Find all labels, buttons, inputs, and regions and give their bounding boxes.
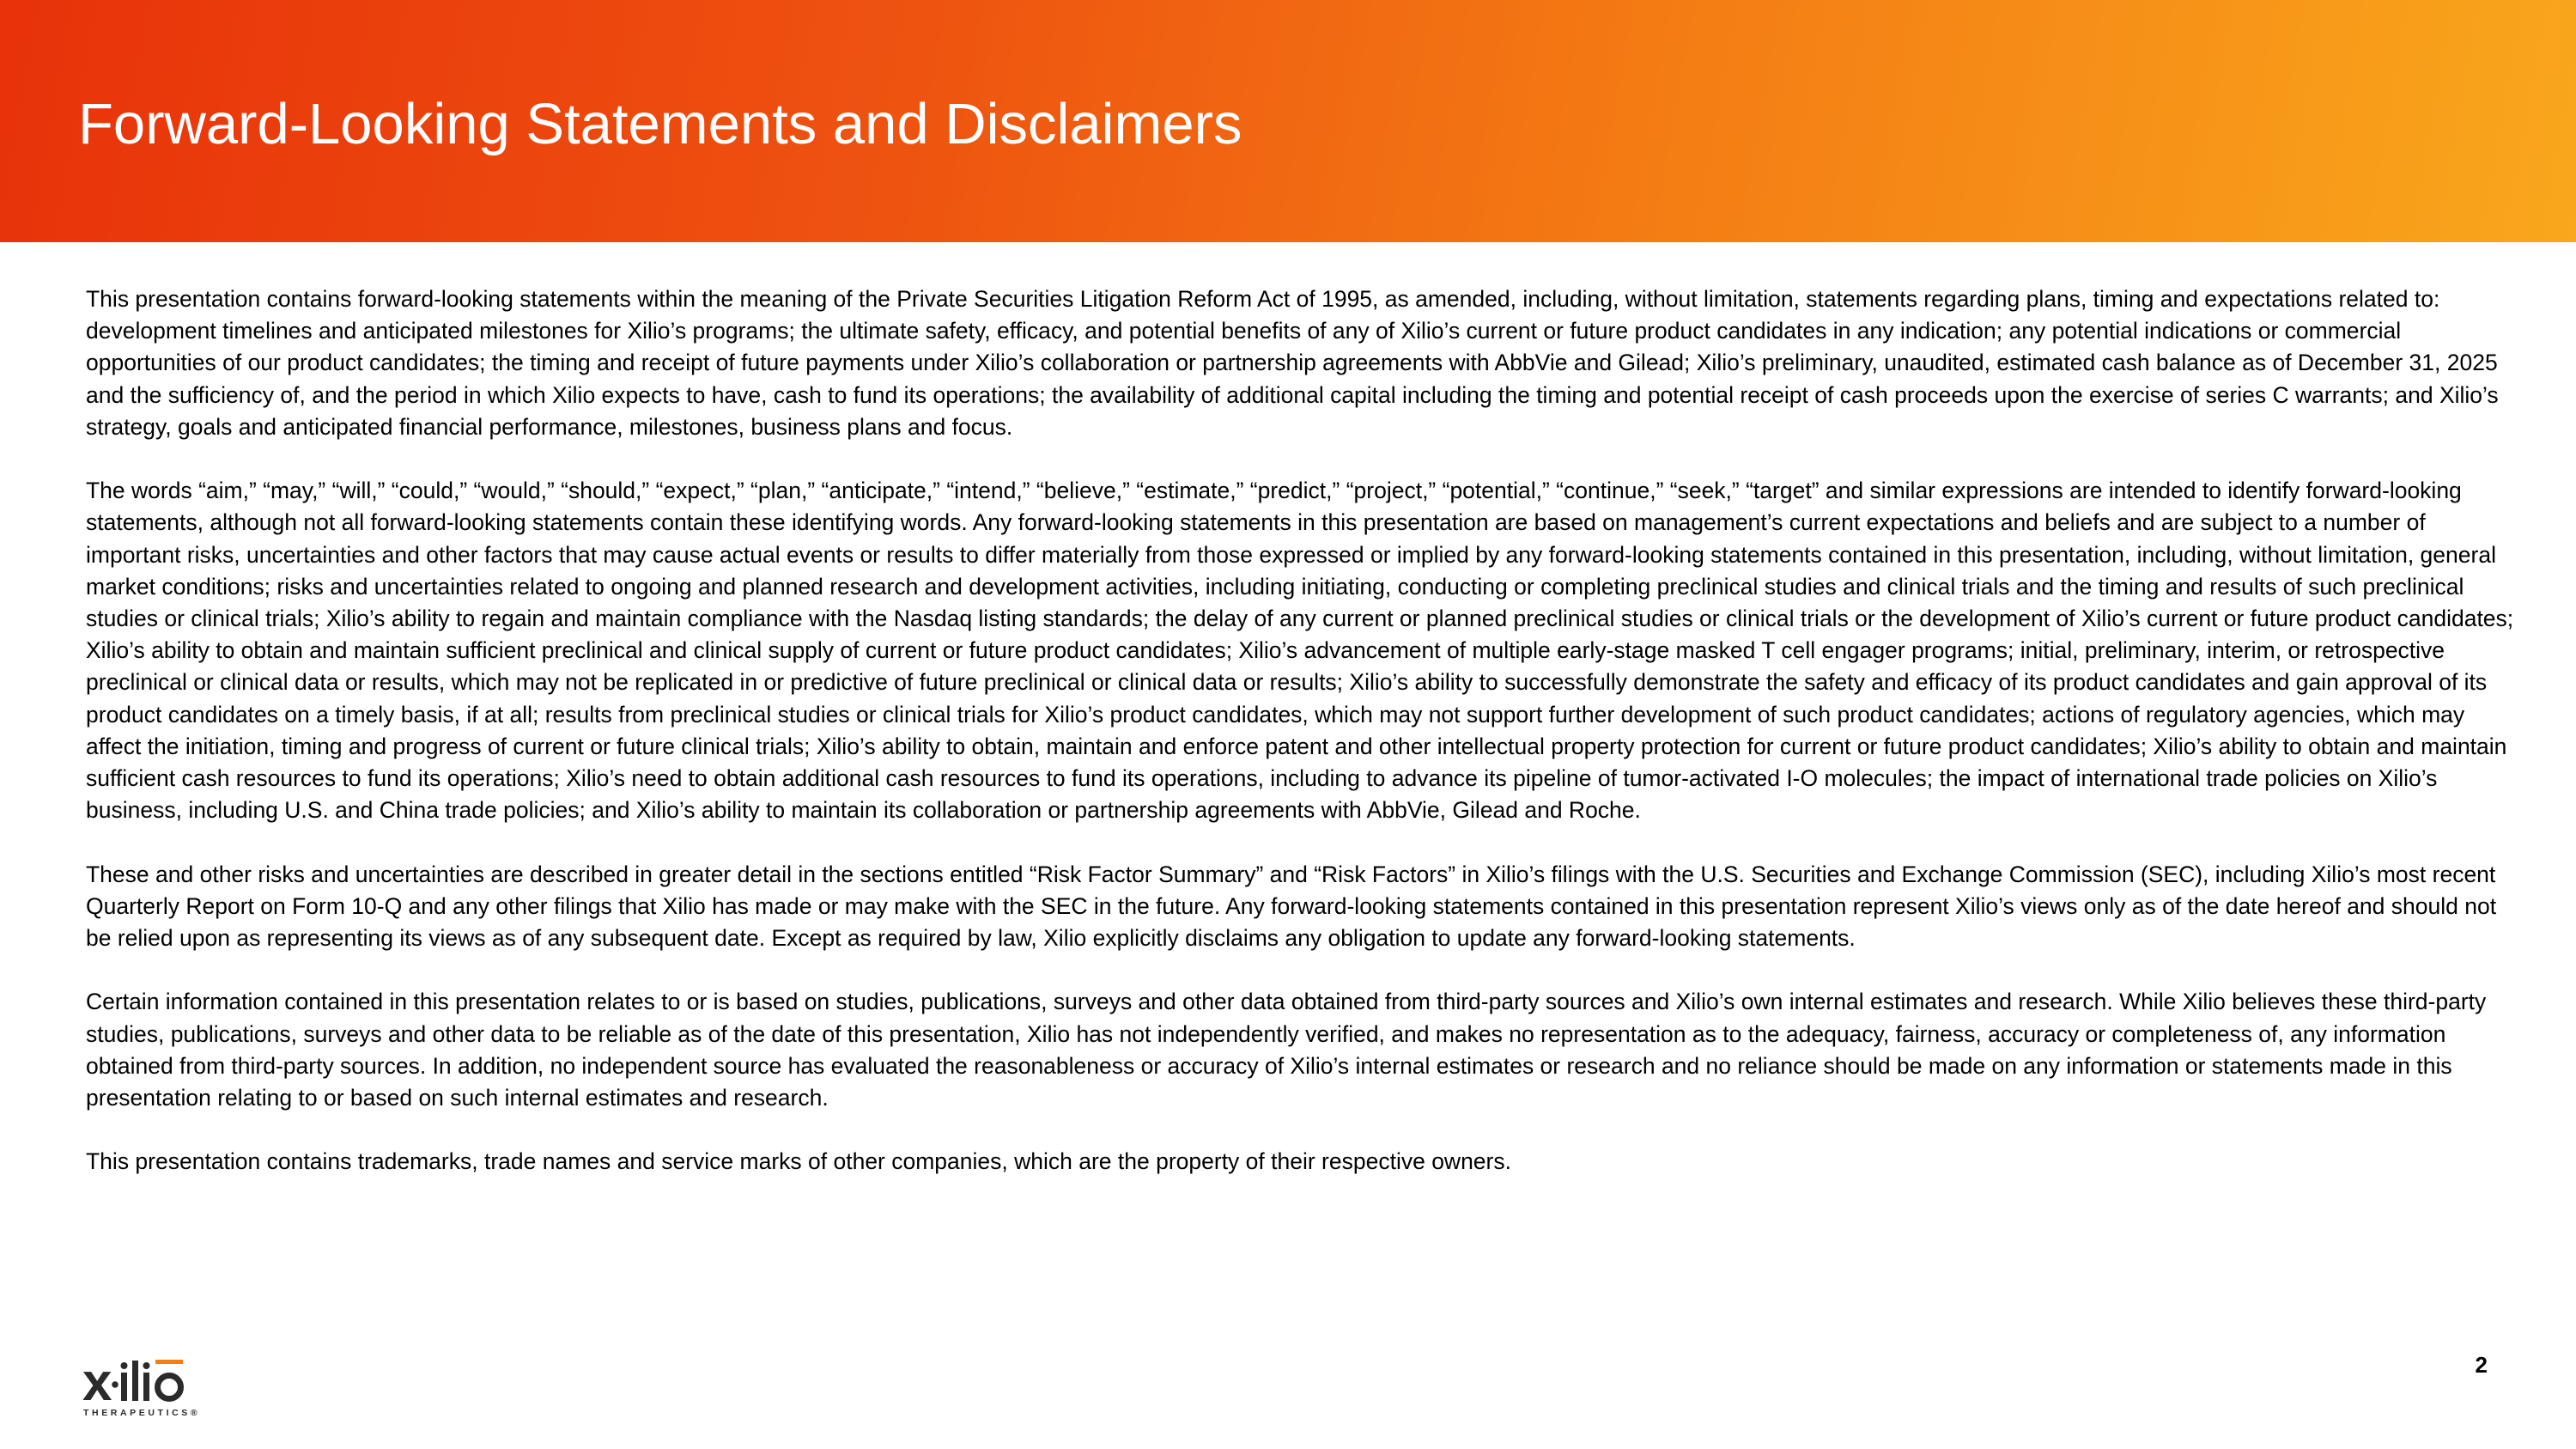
paragraph-third-party-data: Certain information contained in this presentation relates to or is based on studies, publications, surveys and other data obtained from third-party sources and Xilio’s own internal estimates and research. While Xilio believes these third-party studies, publications, surveys and other data to be reliable as of the date of this presentation, Xilio has not independently verified, and makes no representation as to the adequacy, fairness, accuracy or completeness of, any information obtained from third-party sources. In addition, no independent source has evaluated the reasonableness or accuracy of Xilio’s internal estimates or research and no reliance should be made on any information or statements made in this presentation relating to or based on such internal estimates and research.	[86, 989, 2487, 1111]
paragraph-risk-words: The words “aim,” “may,” “will,” “could,” “would,” “should,” “expect,” “plan,” “anticipate,” “intend,” “believe,” “estimate,” “predict,” “project,” “potential,” “continue,” “seek,” “target” and similar expressions are intended to identify forward-looking statements, although not all forward-looking statements contain these identifying words. Any forward-looking statements in this presentation are based on management’s current expectations and beliefs and are subject to a number of important risks, uncertainties and other factors that may cause actual events or results to differ materially from those expressed or implied by any forward-looking statements contained in this presentation, including, without limitation, general market conditions; risks and uncertainties related to ongoing and planned research and development activities, including initiating, conducting or completing preclinical studies and clinical trials and the timing and results of such preclinical studies or clinical trials; Xilio’s ability to regain and maintain compliance with the Nasdaq listing standards; the delay of any current or planned preclinical studies or clinical trials or the development of Xilio’s current or future product candidates; Xilio’s ability to obtain and maintain sufficient preclinical and clinical supply of current or future product candidates; Xilio’s advancement of multiple early-stage masked T cell engager programs; initial, preliminary, interim, or retrospective preclinical or clinical data or results, which may not be replicated in or predictive of future preclinical or clinical data or results; Xilio’s ability to successfully demonstrate the safety and efficacy of its product candidates and gain approval of its product candidates on a timely basis, if at all; results from preclinical studies or clinical trials for Xilio’s product candidates, which may not support further development of such product candidates; actions of regulatory agencies, which may affect the initiation, timing and progress of current or future clinical trials; Xilio’s ability to obtain, maintain and enforce patent and other intellectual property protection for current or future product candidates; Xilio’s ability to obtain and maintain sufficient cash resources to fund its operations; Xilio’s need to obtain additional cash resources to fund its operations, including to advance its pipeline of tumor-activated I-O molecules; the impact of international trade policies on Xilio’s business, including U.S. and China trade policies; and Xilio’s ability to maintain its collaboration or partnership agreements with AbbVie, Gilead and Roche.	[86, 478, 2514, 824]
logo-x: x	[82, 1357, 112, 1412]
page-number: 2	[2475, 1352, 2488, 1378]
logo-i1	[121, 1373, 127, 1401]
logo-accent-bar	[155, 1360, 183, 1364]
paragraph-sec-filings: These and other risks and uncertainties are described in greater detail in the sections entitled “Risk Factor Summary” and “Risk Factors” in Xilio’s filings with the U.S. Securities and Exchange Commission (SEC), including Xilio’s most recent Quarterly Report on Form 10-Q and any other filings that Xilio has made or may make with the SEC in the future. Any forward-looking statements contained in this presentation represent Xilio’s views only as of the date hereof and should not be relied upon as representing its views as of any subsequent date. Except as required by law, Xilio explicitly disclaims any obligation to update any forward-looking statements.	[86, 861, 2497, 952]
logo-tagline: THERAPEUTICS®	[83, 1408, 201, 1418]
logo-o	[158, 1376, 181, 1399]
header-banner	[0, 0, 2576, 242]
logo-i2-dot	[143, 1362, 150, 1369]
logo-l	[132, 1361, 138, 1401]
paragraph-forward-looking: This presentation contains forward-looking statements within the meaning of the Private Securities Litigation Reform Act of 1995, as amended, including, without limitation, statements regarding plans, timing and expectations related to: development timelines and anticipated milestones for Xilio’s programs; the ultimate safety, efficacy, and potential benefits of any of Xilio’s current or future product candidates in any indication; any potential indications or commercial opportunities of our product candidates; the timing and receipt of future payments under Xilio’s collaboration or partnership agreements with AbbVie and Gilead; Xilio’s preliminary, unaudited, estimated cash balance as of December 31, 2025 and the sufficiency of, and the period in which Xilio expects to have, cash to fund its operations; the availability of additional capital including the timing and potential receipt of cash proceeds upon the exercise of series C warrants; and Xilio’s strategy, goals and anticipated financial performance, milestones, business plans and focus.	[86, 286, 2499, 440]
disclaimer-body	[86, 283, 2516, 1210]
xilio-logo-graphic	[82, 1357, 203, 1419]
logo-i2	[143, 1373, 149, 1401]
xilio-logo	[82, 1357, 203, 1419]
slide-title: Forward-Looking Statements and Disclaimers	[78, 92, 1242, 156]
paragraph-trademarks: This presentation contains trademarks, trade names and service marks of other companies, which are the property of their respective owners.	[86, 1148, 1511, 1175]
logo-i1-dot	[121, 1362, 128, 1369]
logo-dot	[112, 1381, 118, 1388]
